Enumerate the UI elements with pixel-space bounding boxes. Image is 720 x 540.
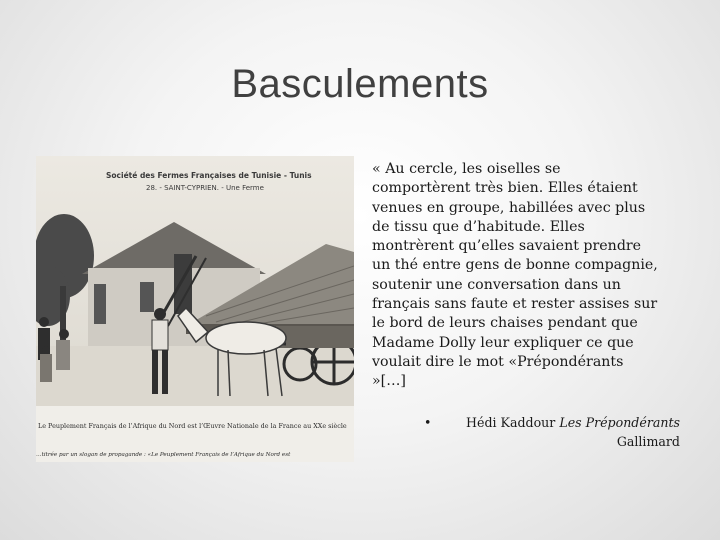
postcard-footer-1: Le Peuplement Français de l’Afrique du Nord est l’Œuvre Nationale de la France au XXe siècle: [38, 422, 347, 430]
citation: [424, 413, 680, 451]
bullet-icon: •: [424, 415, 432, 430]
citation-book: Les Prépondérants: [559, 415, 680, 430]
postcard-header-2: 28. - SAINT-CYPRIEN. - Une Ferme: [146, 184, 264, 192]
postcard-header-1: Société des Fermes Françaises de Tunisie - Tunis: [106, 171, 312, 180]
citation-text: [454, 413, 680, 451]
postcard-photo: [36, 156, 354, 462]
postcard-caption: …titrée par un slogan de propagande : «Le Peuplement Français de l’Afrique du Nord est: [36, 452, 291, 458]
slide-title: Basculements: [231, 62, 489, 106]
quote-text: « Au cercle, les oiselles se comportèrent très bien. Elles étaient venues en groupe, habillées avec plus de tissu que d’habitude. Elles montrèrent qu’elles savaient prendre un thé entre gens de bonne compagnie, soutenir une conversation dans un français sans faute et rester assises sur le bord de leurs chaises pendant que Madame Dolly leur expliquer ce que voulait dire le mot «Prépondérants »[…]: [372, 161, 658, 390]
citation-publisher: Gallimard: [616, 434, 680, 449]
citation-author: Hédi Kaddour: [466, 415, 556, 430]
